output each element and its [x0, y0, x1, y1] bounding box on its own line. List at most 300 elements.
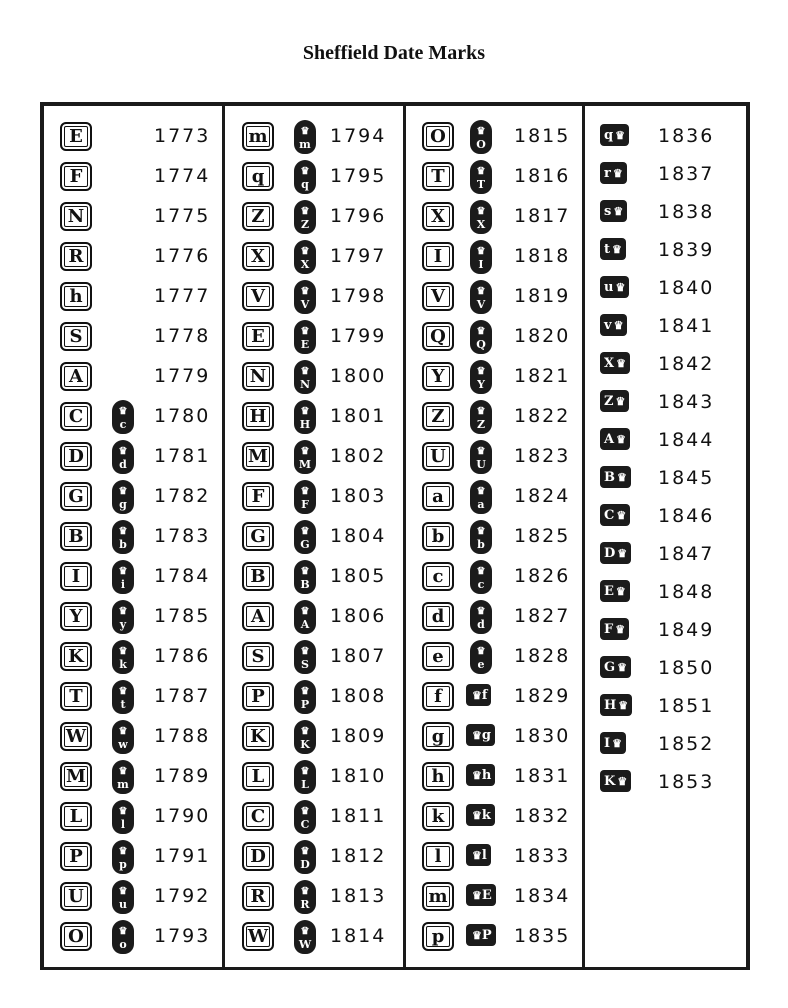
date-mark-row	[422, 202, 580, 242]
date-mark-row	[242, 522, 402, 562]
date-letter-mark: W	[242, 922, 274, 951]
letter-crown-combined-mark	[600, 618, 629, 640]
year-label: 1815	[514, 125, 571, 147]
letter-crown-combined-mark	[600, 124, 629, 146]
crown-icon: ♛	[472, 768, 482, 782]
letter-crown-combined-mark	[466, 804, 495, 826]
date-letter-mark: d	[422, 602, 454, 631]
date-mark-row	[600, 388, 740, 426]
date-letter-mark: A	[60, 362, 92, 391]
date-letter-mark: C	[60, 402, 92, 431]
crown-letter: ♛ B	[300, 578, 310, 591]
letter-crown-combined-mark	[600, 390, 629, 412]
crown-punch-mark	[112, 560, 134, 594]
date-mark-row	[242, 402, 402, 442]
crown-letter: ♛ A	[300, 618, 310, 631]
crown-letter: ♛ O	[476, 138, 486, 151]
crown-letter: ♛ a	[477, 498, 485, 511]
crown-punch-mark	[112, 720, 134, 754]
year-label: 1809	[330, 725, 387, 747]
date-mark-row	[242, 642, 402, 682]
year-label: 1780	[154, 405, 211, 427]
date-letter-mark: B	[60, 522, 92, 551]
letter-crown-combined-mark	[600, 162, 627, 184]
date-mark-row	[242, 282, 402, 322]
crown-punch-mark	[112, 400, 134, 434]
letter-crown-combined-mark	[600, 314, 627, 336]
date-mark-row	[60, 202, 220, 242]
crown-icon: ♛	[472, 688, 482, 702]
year-label: 1802	[330, 445, 387, 467]
crown-icon: ♛	[615, 584, 626, 598]
crown-letter: ♛ i	[120, 578, 126, 591]
crown-letter: ♛ N	[299, 378, 311, 391]
crown-letter: ♛ W	[298, 938, 312, 951]
crown-letter: ♛ k	[119, 658, 127, 671]
year-label: 1793	[154, 925, 211, 947]
date-mark-row	[422, 482, 580, 522]
date-mark-row	[242, 842, 402, 882]
date-mark-row	[422, 362, 580, 402]
crown-punch-mark	[470, 200, 492, 234]
page-title: Sheffield Date Marks	[302, 42, 486, 64]
crown-punch-mark	[470, 240, 492, 274]
date-letter-mark: Z	[242, 202, 274, 231]
date-mark-row	[600, 692, 740, 730]
crown-punch-mark	[294, 360, 316, 394]
crown-punch-mark	[294, 720, 316, 754]
date-mark-row	[600, 730, 740, 768]
crown-letter: ♛ u	[119, 898, 127, 911]
date-mark-row	[422, 562, 580, 602]
date-mark-row	[242, 162, 402, 202]
year-label: 1784	[154, 565, 211, 587]
date-letter-mark: O	[422, 122, 454, 151]
date-mark-row	[242, 322, 402, 362]
letter-crown-combined-mark	[600, 352, 630, 374]
date-mark-row	[60, 882, 220, 922]
date-mark-row	[242, 882, 402, 922]
crown-icon: ♛	[615, 622, 626, 636]
year-label: 1783	[154, 525, 211, 547]
crown-icon: ♛	[618, 698, 629, 712]
combo-letter: r	[604, 165, 611, 181]
date-letter-mark: W	[60, 722, 92, 751]
combo-letter: u	[604, 279, 614, 295]
combo-letter: I	[604, 735, 611, 751]
date-mark-row	[60, 602, 220, 642]
date-mark-row	[600, 578, 740, 616]
year-label: 1845	[658, 467, 715, 489]
crown-punch-mark	[470, 520, 492, 554]
date-mark-row	[242, 722, 402, 762]
crown-icon: ♛	[615, 128, 625, 142]
year-label: 1833	[514, 845, 571, 867]
date-mark-row	[242, 202, 402, 242]
combo-letter: F	[604, 621, 614, 637]
combo-letter: P	[481, 927, 492, 943]
crown-letter: ♛ V	[300, 298, 310, 311]
year-label: 1846	[658, 505, 715, 527]
year-label: 1831	[514, 765, 571, 787]
column-1794-1814	[242, 122, 402, 962]
date-mark-row	[600, 122, 740, 160]
date-mark-row	[600, 236, 740, 274]
year-label: 1775	[154, 205, 211, 227]
date-letter-mark: D	[242, 842, 274, 871]
date-letter-mark: L	[60, 802, 92, 831]
date-letter-mark: I	[60, 562, 92, 591]
crown-letter: ♛ I	[478, 258, 484, 271]
combo-letter: H	[604, 697, 617, 713]
date-letter-mark: q	[242, 162, 274, 191]
crown-punch-mark	[470, 320, 492, 354]
year-label: 1805	[330, 565, 387, 587]
year-label: 1813	[330, 885, 387, 907]
crown-punch-mark	[294, 760, 316, 794]
year-label: 1838	[658, 201, 715, 223]
date-mark-row	[422, 882, 580, 922]
date-letter-mark: N	[60, 202, 92, 231]
date-letter-mark: G	[242, 522, 274, 551]
combo-letter: E	[604, 583, 614, 599]
crown-punch-mark	[470, 440, 492, 474]
date-letter-mark: Q	[422, 322, 454, 351]
date-mark-row	[422, 842, 580, 882]
column-divider	[403, 102, 406, 970]
column-divider	[582, 102, 585, 970]
crown-icon: ♛	[613, 318, 624, 332]
date-mark-row	[60, 442, 220, 482]
crown-letter: ♛ Y	[477, 378, 485, 391]
letter-crown-combined-mark	[600, 504, 630, 526]
crown-punch-mark	[112, 680, 134, 714]
date-mark-row	[60, 562, 220, 602]
crown-letter: ♛ X	[300, 258, 310, 271]
date-letter-mark: P	[60, 842, 92, 871]
date-letter-mark: H	[242, 402, 274, 431]
year-label: 1850	[658, 657, 715, 679]
crown-punch-mark	[294, 920, 316, 954]
date-letter-mark: L	[242, 762, 274, 791]
crown-punch-mark	[294, 840, 316, 874]
date-letter-mark: b	[422, 522, 454, 551]
crown-letter: ♛ L	[301, 778, 309, 791]
crown-punch-mark	[294, 480, 316, 514]
year-label: 1794	[330, 125, 387, 147]
year-label: 1823	[514, 445, 571, 467]
crown-punch-mark	[294, 440, 316, 474]
crown-letter: ♛ m	[117, 778, 129, 791]
crown-letter: ♛ p	[119, 858, 127, 871]
date-mark-row	[60, 482, 220, 522]
date-letter-mark: C	[242, 802, 274, 831]
year-label: 1806	[330, 605, 387, 627]
date-letter-mark: F	[242, 482, 274, 511]
combo-letter: E	[481, 887, 492, 903]
crown-icon: ♛	[615, 280, 626, 294]
date-mark-row	[600, 274, 740, 312]
crown-icon: ♛	[612, 242, 622, 256]
crown-letter: ♛ S	[301, 658, 309, 671]
crown-punch-mark	[470, 560, 492, 594]
year-label: 1789	[154, 765, 211, 787]
crown-letter: ♛ H	[299, 418, 311, 431]
letter-crown-combined-mark	[600, 542, 631, 564]
crown-letter: ♛ d	[119, 458, 127, 471]
date-mark-row	[60, 402, 220, 442]
year-label: 1821	[514, 365, 571, 387]
letter-crown-combined-mark	[466, 764, 495, 786]
crown-punch-mark	[112, 600, 134, 634]
year-label: 1795	[330, 165, 387, 187]
date-letter-mark: E	[242, 322, 274, 351]
letter-crown-combined-mark	[600, 694, 632, 716]
date-letter-mark: U	[60, 882, 92, 911]
year-label: 1824	[514, 485, 571, 507]
year-label: 1852	[658, 733, 715, 755]
date-mark-row	[60, 162, 220, 202]
crown-punch-mark	[294, 680, 316, 714]
date-letter-mark: g	[422, 722, 454, 751]
crown-icon: ♛	[472, 848, 482, 862]
date-mark-row	[242, 602, 402, 642]
crown-icon: ♛	[616, 432, 626, 446]
year-label: 1817	[514, 205, 571, 227]
year-label: 1787	[154, 685, 211, 707]
crown-letter: ♛ t	[120, 698, 126, 711]
letter-crown-combined-mark	[600, 200, 627, 222]
date-letter-mark: A	[242, 602, 274, 631]
letter-crown-combined-mark	[600, 656, 631, 678]
date-letter-mark: O	[60, 922, 92, 951]
year-label: 1812	[330, 845, 387, 867]
date-letter-mark: Y	[60, 602, 92, 631]
crown-letter: ♛ K	[300, 738, 310, 751]
year-label: 1841	[658, 315, 715, 337]
date-mark-row	[600, 312, 740, 350]
date-mark-row	[422, 722, 580, 762]
crown-punch-mark	[294, 400, 316, 434]
year-label: 1835	[514, 925, 571, 947]
crown-punch-mark	[294, 600, 316, 634]
year-label: 1828	[514, 645, 571, 667]
date-mark-row	[60, 522, 220, 562]
year-label: 1842	[658, 353, 715, 375]
year-label: 1779	[154, 365, 211, 387]
date-mark-row	[422, 682, 580, 722]
year-label: 1799	[330, 325, 387, 347]
column-divider	[222, 102, 225, 970]
crown-punch-mark	[112, 760, 134, 794]
combo-letter: A	[604, 431, 615, 447]
date-mark-row	[422, 122, 580, 162]
year-label: 1778	[154, 325, 211, 347]
year-label: 1803	[330, 485, 387, 507]
date-mark-row	[60, 322, 220, 362]
year-label: 1804	[330, 525, 387, 547]
date-letter-mark: S	[60, 322, 92, 351]
year-label: 1814	[330, 925, 387, 947]
date-mark-row	[60, 242, 220, 282]
letter-crown-combined-mark	[466, 844, 491, 866]
date-letter-mark: S	[242, 642, 274, 671]
date-mark-row	[600, 198, 740, 236]
date-letter-mark: F	[60, 162, 92, 191]
date-mark-row	[422, 322, 580, 362]
crown-letter: ♛ y	[119, 618, 127, 631]
date-mark-row	[600, 350, 740, 388]
date-letter-mark: K	[242, 722, 274, 751]
crown-icon: ♛	[617, 470, 627, 484]
combo-letter: s	[604, 203, 612, 219]
crown-punch-mark	[294, 120, 316, 154]
crown-punch-mark	[112, 920, 134, 954]
crown-icon: ♛	[617, 774, 628, 788]
date-mark-row	[60, 762, 220, 802]
crown-letter: ♛ Z	[300, 218, 310, 231]
date-letter-mark: G	[60, 482, 92, 511]
letter-crown-combined-mark	[466, 924, 496, 946]
letter-crown-combined-mark	[600, 238, 626, 260]
crown-letter: ♛ D	[300, 858, 310, 871]
year-label: 1853	[658, 771, 715, 793]
year-label: 1808	[330, 685, 387, 707]
date-mark-row	[600, 426, 740, 464]
date-letter-mark: Z	[422, 402, 454, 431]
year-label: 1819	[514, 285, 571, 307]
date-letter-mark: B	[242, 562, 274, 591]
combo-letter: K	[604, 773, 616, 789]
date-letter-mark: m	[242, 122, 274, 151]
combo-letter: X	[604, 355, 615, 371]
crown-letter: ♛ E	[300, 338, 310, 351]
combo-letter: k	[481, 807, 491, 823]
year-label: 1811	[330, 805, 387, 827]
date-letter-mark: R	[60, 242, 92, 271]
date-letter-mark: V	[242, 282, 274, 311]
combo-letter: t	[604, 241, 611, 257]
year-label: 1777	[154, 285, 211, 307]
crown-icon: ♛	[472, 728, 482, 742]
crown-letter: ♛ X	[476, 218, 486, 231]
date-letter-mark: c	[422, 562, 454, 591]
year-label: 1847	[658, 543, 715, 565]
year-label: 1807	[330, 645, 387, 667]
year-label: 1782	[154, 485, 211, 507]
date-mark-row	[422, 642, 580, 682]
crown-punch-mark	[294, 160, 316, 194]
letter-crown-combined-mark	[466, 684, 491, 706]
date-mark-row	[60, 922, 220, 962]
year-label: 1796	[330, 205, 387, 227]
year-label: 1797	[330, 245, 387, 267]
combo-letter: h	[481, 767, 492, 783]
crown-punch-mark	[294, 640, 316, 674]
date-letter-mark: X	[242, 242, 274, 271]
date-mark-row	[600, 502, 740, 540]
crown-letter: ♛ o	[119, 938, 127, 951]
crown-letter: ♛ e	[477, 658, 485, 671]
crown-letter: ♛ V	[476, 298, 486, 311]
date-mark-row	[600, 654, 740, 692]
crown-letter: ♛ R	[300, 898, 310, 911]
date-mark-row	[242, 922, 402, 962]
date-mark-row	[422, 442, 580, 482]
date-letter-mark: M	[60, 762, 92, 791]
date-mark-row	[242, 482, 402, 522]
crown-punch-mark	[470, 400, 492, 434]
crown-letter: ♛ C	[300, 818, 310, 831]
date-letter-mark: X	[422, 202, 454, 231]
year-label: 1836	[658, 125, 715, 147]
crown-icon: ♛	[472, 888, 482, 902]
date-mark-row	[422, 602, 580, 642]
year-label: 1773	[154, 125, 211, 147]
crown-letter: ♛ c	[119, 418, 127, 431]
date-mark-row	[422, 922, 580, 962]
year-label: 1848	[658, 581, 715, 603]
year-label: 1826	[514, 565, 571, 587]
column-1773-1793	[60, 122, 220, 962]
date-mark-row	[422, 762, 580, 802]
crown-letter: ♛ w	[118, 738, 128, 751]
crown-punch-mark	[470, 640, 492, 674]
crown-punch-mark	[294, 200, 316, 234]
year-label: 1776	[154, 245, 211, 267]
date-mark-row	[60, 282, 220, 322]
date-mark-row	[60, 122, 220, 162]
year-label: 1791	[154, 845, 211, 867]
date-letter-mark: I	[422, 242, 454, 271]
date-letter-mark: e	[422, 642, 454, 671]
letter-crown-combined-mark	[600, 428, 630, 450]
date-mark-row	[422, 162, 580, 202]
year-label: 1786	[154, 645, 211, 667]
letter-crown-combined-mark	[600, 580, 630, 602]
crown-punch-mark	[112, 800, 134, 834]
crown-icon: ♛	[615, 394, 626, 408]
crown-punch-mark	[112, 880, 134, 914]
crown-letter: ♛ b	[477, 538, 485, 551]
date-letter-mark: T	[60, 682, 92, 711]
crown-punch-mark	[294, 880, 316, 914]
crown-punch-mark	[112, 520, 134, 554]
column-1815-1835	[422, 122, 580, 962]
crown-letter: ♛ q	[301, 178, 309, 191]
crown-punch-mark	[470, 600, 492, 634]
crown-punch-mark	[294, 320, 316, 354]
crown-letter: ♛ T	[476, 178, 486, 191]
crown-letter: ♛ c	[477, 578, 485, 591]
crown-punch-mark	[470, 160, 492, 194]
date-mark-row	[422, 522, 580, 562]
date-letter-mark: U	[422, 442, 454, 471]
date-mark-row	[242, 362, 402, 402]
date-mark-row	[600, 540, 740, 578]
year-label: 1851	[658, 695, 715, 717]
date-letter-mark: K	[60, 642, 92, 671]
date-mark-row	[600, 160, 740, 198]
combo-letter: Z	[604, 393, 614, 409]
crown-letter: ♛ P	[300, 698, 310, 711]
date-letter-mark: a	[422, 482, 454, 511]
crown-punch-mark	[470, 120, 492, 154]
crown-letter: ♛ M	[298, 458, 312, 471]
date-letter-mark: V	[422, 282, 454, 311]
date-mark-row	[422, 282, 580, 322]
letter-crown-combined-mark	[600, 276, 629, 298]
